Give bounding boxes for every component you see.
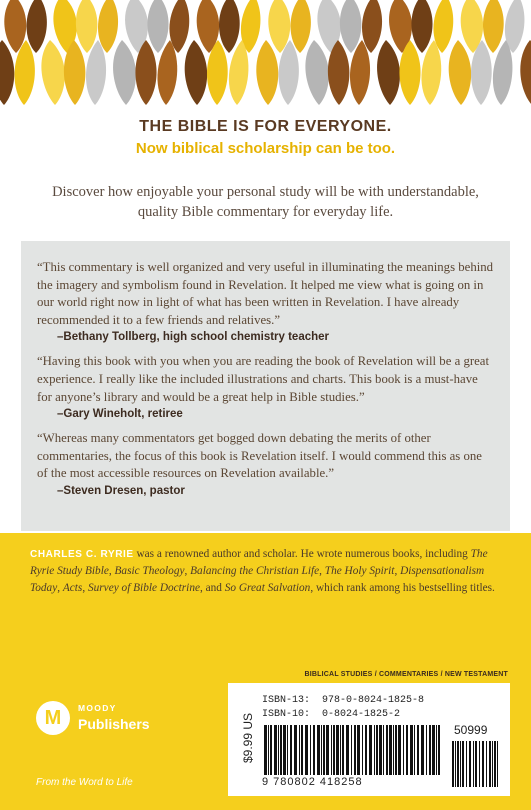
book-title: The Holy Spirit — [324, 565, 395, 577]
endorsement-quote: “Having this book with you when you are reading the book of Revelation will be a great experience. I really like the included illustrations and charts. This book is a must-have for anyone’s library and would be a great help in Bible studies.” — [37, 354, 490, 404]
leaf-pattern-illustration — [0, 0, 531, 110]
headline: THE BIBLE IS FOR EVERYONE. — [139, 118, 392, 135]
logo-letter: M — [44, 707, 62, 729]
leaf-shape — [219, 0, 240, 53]
publisher-name-bottom: Publishers — [78, 716, 150, 732]
leaf-shape — [340, 0, 362, 53]
leaf-shape — [98, 0, 118, 53]
leaf-shape — [449, 40, 471, 105]
leaf-shape — [520, 40, 531, 105]
book-title: So Great Salvation — [224, 582, 311, 594]
author-bio-section — [0, 533, 531, 810]
endorsement-attribution: –Gary Wineholt, retiree — [57, 408, 183, 421]
leaf-shape — [411, 0, 432, 53]
leaf-shape — [147, 0, 168, 53]
publisher-logo — [36, 701, 236, 801]
isbn10-label: ISBN-10: 0-8024-1825-2 — [262, 709, 401, 720]
leaf-shape — [483, 0, 504, 53]
intro-paragraph: Discover how enjoyable your personal study will be with understandable, quality Bible commentary for everyday life. — [52, 184, 479, 220]
endorsements-panel — [21, 241, 510, 531]
book-title: Acts — [62, 582, 83, 594]
leaf-shape — [305, 40, 328, 105]
isbn13-label: ISBN-13: 978-0-8024-1825-8 — [262, 695, 425, 706]
leaf-shape — [291, 0, 311, 53]
leaf-shape — [377, 40, 400, 105]
publisher-name-top: MOODY — [78, 703, 117, 713]
endorsement-quote: “This commentary is well organized and very useful in illuminating the meanings behind the imagery and symbolism found in Revelation. It helped me view what is going on in our world right now in light of what has been written in Revelation. I have already recommended it to a few friends and relatives.” — [37, 260, 494, 327]
leaf-shape — [256, 40, 278, 105]
book-title: Survey of Bible Doctrine — [87, 582, 200, 594]
leaf-shape — [113, 40, 136, 105]
leaf-shape — [0, 40, 14, 105]
barcode-panel — [228, 683, 510, 796]
ean-number: 9 780802 418258 — [262, 776, 363, 788]
price-code-label: 50999 — [454, 723, 488, 737]
endorsement-attribution: –Steven Dresen, pastor — [57, 484, 185, 497]
leaf-shape — [362, 0, 382, 53]
leaf-shape — [185, 40, 207, 105]
book-title: Balancing the Christian Life — [190, 565, 320, 577]
leaf-shape — [76, 0, 98, 53]
author-name: CHARLES C. RYRIE — [30, 549, 134, 560]
category-label: BIBLICAL STUDIES / COMMENTARIES / NEW TESTAMENT — [304, 671, 508, 678]
book-title: The Ryrie Study Bible — [30, 548, 488, 577]
author-bio: CHARLES C. RYRIE was a renowned author and scholar. He wrote numerous books, including The Ryrie Study Bible, Basic Theology, Balancing the Christian Life, The Holy Spirit, Dispensationalism Today, Acts, Survey of Bible Doctrine, and So Great Salvation, which rank among his bestselling titles. — [30, 548, 495, 594]
publisher-tagline: From the Word to Life — [36, 777, 133, 788]
leaf-shape — [27, 0, 47, 53]
headline-block — [0, 118, 531, 157]
book-title: Dispensationalism Today — [30, 565, 485, 594]
leaf-shape — [41, 40, 64, 105]
endorsement-quote: “Whereas many commentators get bogged down debating the merits of other commentaries, the focus of this book is Revelation itself. I would commend this as one of the most accessible resources on Revelation available.” — [37, 431, 482, 481]
endorsement-attribution: –Bethany Tollberg, high school chemistry teacher — [57, 331, 330, 344]
book-title: Basic Theology — [114, 565, 185, 577]
subheadline: Now biblical scholarship can be too. — [135, 140, 396, 157]
price-label: $9.99 US — [241, 712, 255, 764]
